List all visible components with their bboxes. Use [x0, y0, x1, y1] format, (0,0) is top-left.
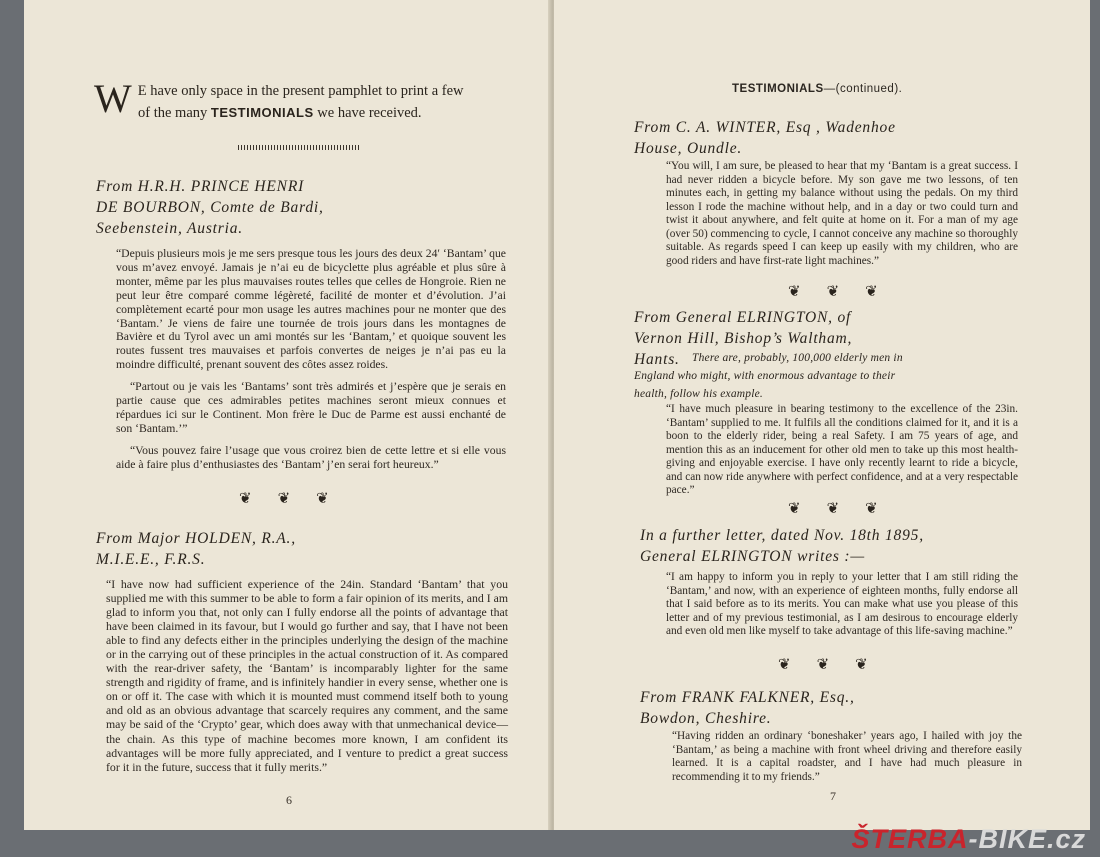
testimonial-heading-holden [96, 528, 496, 570]
decorative-rule [238, 145, 360, 150]
page-number: 6 [286, 793, 292, 807]
testimonials-caps: TESTIMONIALS [210, 105, 314, 120]
fleuron-icon: ❦ [855, 655, 868, 673]
heading-line: House, Oundle. [634, 140, 743, 157]
intro-line-2 [94, 102, 514, 124]
testimonial-heading-falkner [640, 687, 1060, 729]
paragraph: “Depuis plusieurs mois je me sers presque tous les jours des deux 24′ ‘Bantam’ que vous m’avez envoyé. Jamais je n’ai eu de bicyclette plus agréable et plus sûre à monter, même par les plus mauvaises routes telles que celles de Hongroie. Rien ne peut leur être comparé comme légèreté, facilité de monter et d’évolution. J’ai complètement ecarté pour mon usage les autres machines pour ne monter que des ‘Bantam.’ Je viens de faire une tournée de trois jours dans les montagnes de Bavière et du Tyrol avec un ami montés sur les ‘Bantam,’ et quoique souvent les routes fussent tres mauvaises et parfois convertes de neiges je n’ai pas eu la moindre difficulté, prenant souvent des côtes assez roides. [116, 247, 506, 372]
ornament-divider [788, 499, 878, 517]
fleuron-icon: ❦ [865, 499, 878, 517]
testimonial-heading-winter [634, 117, 1054, 159]
fleuron-icon: ❦ [239, 489, 252, 507]
watermark-domain: -BIKE.cz [968, 824, 1086, 854]
fleuron-icon: ❦ [826, 282, 840, 300]
intro-text [94, 76, 514, 124]
ornament-divider [239, 489, 329, 507]
drop-cap: W [94, 76, 132, 121]
fleuron-icon: ❦ [865, 282, 878, 300]
testimonial-heading-elrington-letter [640, 525, 1060, 567]
testimonial-body-falkner [672, 730, 1022, 792]
heading-line: Vernon Hill, Bishop’s Waltham, [634, 330, 853, 347]
heading-line: From Major HOLDEN, R.A., [96, 530, 296, 547]
fleuron-icon: ❦ [788, 499, 801, 517]
page-number: 7 [830, 789, 836, 803]
intro-line-1: E have only space in the present pamphlet to print a few [137, 83, 464, 99]
heading-line: Seebenstein, Austria. [96, 220, 243, 237]
heading-line: DE BOURBON, Comte de Bardi, [96, 199, 324, 216]
intro-line-2-post: we have received. [317, 105, 422, 121]
elrington-note: There are, probably, 100,000 elderly men in England who might, with enormous advantage to their health, follow his example. [634, 352, 903, 400]
paragraph: “I have now had sufficient experience of the 24in. Standard ‘Bantam’ that you supplied me with this summer to be able to form a fair opinion of its merits, and I am glad to inform you that, not only can I fully endorse all the points of advantage that have been claimed in its favour, but I would go further and say, that I have not been able to find any defects either in the principles underlying the design of the machine or in the carrying out of these principles in the actual construction of it. As compared with the rear-driver safety, the ‘Bantam’ is incomparably lighter for the same strength and rigidity of frame, and is infinitely handier in every sense, whether one is on or off it. The case with which it is mounted must commend itself both to young and old as an obvious advantage that scarcely requires any comment, and the same may be said of the ‘Crypto’ gear, which does away with that unmechanical device—the chain. As this type of machine becomes more known, I am confident its advantages will be more fully appreciated, and I venture to predict a great success for it in the future, success that it fully merits.” [106, 577, 508, 774]
testimonial-body-henri [116, 247, 506, 480]
fleuron-icon: ❦ [788, 282, 801, 300]
left-page [24, 0, 552, 830]
site-watermark [851, 824, 1086, 855]
testimonial-body-elrington [666, 403, 1018, 506]
heading-line: From C. A. WINTER, Esq , Wadenhoe [634, 119, 896, 136]
paragraph: “Vous pouvez faire l’usage que vous croirez bien de cette lettre et si elle vous aide à faire plus d’enthusiastes des ‘Bantam’ j’en serai fort heureux.” [116, 443, 506, 471]
paragraph: “I am happy to inform you in reply to your letter that I am still riding the ‘Bantam,’ and now, with an experience of eighteen months, fully endorse all that I said before as to its merits. You can make what use you please of this letter and of my previous testimonial, as I am desirous to encourage elderly and even old men like myself to take advantage of this life-saving machine.” [666, 571, 1018, 637]
watermark-brand: ŠTERBA [851, 824, 969, 854]
fleuron-icon: ❦ [816, 655, 830, 673]
heading-line: From FRANK FALKNER, Esq., [640, 689, 855, 706]
fleuron-icon: ❦ [316, 489, 329, 507]
right-page [554, 0, 1090, 830]
ornament-divider [778, 655, 868, 673]
testimonial-heading-henri [96, 176, 496, 239]
intro-line-2-pre: of the many [138, 105, 208, 121]
paragraph: “Partout ou je vais les ‘Bantams’ sont très admirés et j’espère que je serais en partie cause que ces admirables petites machines seront mieux connues et répardues ici sur le Continent. Mon frère le Duc de Parme est aussi enchanté de son ‘Bantam.’” [116, 380, 506, 435]
heading-line: Hants. [634, 351, 680, 368]
heading-line: General ELRINGTON writes :— [640, 548, 865, 565]
heading-line: From H.R.H. PRINCE HENRI [96, 178, 305, 195]
running-head-suffix: —(continued). [823, 83, 903, 95]
heading-line: Bowdon, Cheshire. [640, 710, 772, 727]
running-head-title: TESTIMONIALS [732, 83, 824, 95]
fleuron-icon: ❦ [277, 489, 291, 507]
heading-line: M.I.E.E., F.R.S. [96, 551, 206, 568]
fleuron-icon: ❦ [778, 655, 791, 673]
paragraph: “You will, I am sure, be pleased to hear that my ‘Bantam is a great success. I had never ridden a bicycle before. My son gave me two lessons, of ten minutes each, in getting my balance without using the pedals. On my third lesson I rode the machine without help, and in a day or two could turn and twist it about anywhere, and felt quite at home on it. For a man of my age (over 50) commencing to cycle, I cannot conceive any machine so thoroughly suitable. As regards speed I can keep up easily with my children, who are good riders and have first-rate light machines.” [666, 160, 1018, 267]
heading-line: From General ELRINGTON, of [634, 309, 852, 326]
heading-line: In a further letter, dated Nov. 18th 1895, [640, 527, 924, 544]
running-head [732, 83, 902, 95]
paragraph: “Having ridden an ordinary ‘boneshaker’ years ago, I hailed with joy the ‘Bantam,’ as being a machine with front wheel driving and therefore easily learned. It is a capital roadster, and I have had much pleasure in recommending it to my friends.” [672, 730, 1022, 783]
ornament-divider [788, 282, 878, 300]
testimonial-body-winter [666, 160, 1018, 276]
paragraph: “I have much pleasure in bearing testimony to the excellence of the 23in. ‘Bantam’ supplied to me. It fulfils all the conditions claimed for it, and it is a boon to the elderly rider, being a real Safety. I am 75 years of age, and mention this as an inducement for other old men to take up this most health-giving and enjoyable exercise. I have only recently learnt to ride a bicycle, and can now ride anywhere with perfect confidence, and at a very respectable pace.” [666, 403, 1018, 496]
fleuron-icon: ❦ [826, 499, 840, 517]
testimonial-body-holden [106, 577, 508, 782]
testimonial-body-elrington-letter [666, 571, 1018, 647]
